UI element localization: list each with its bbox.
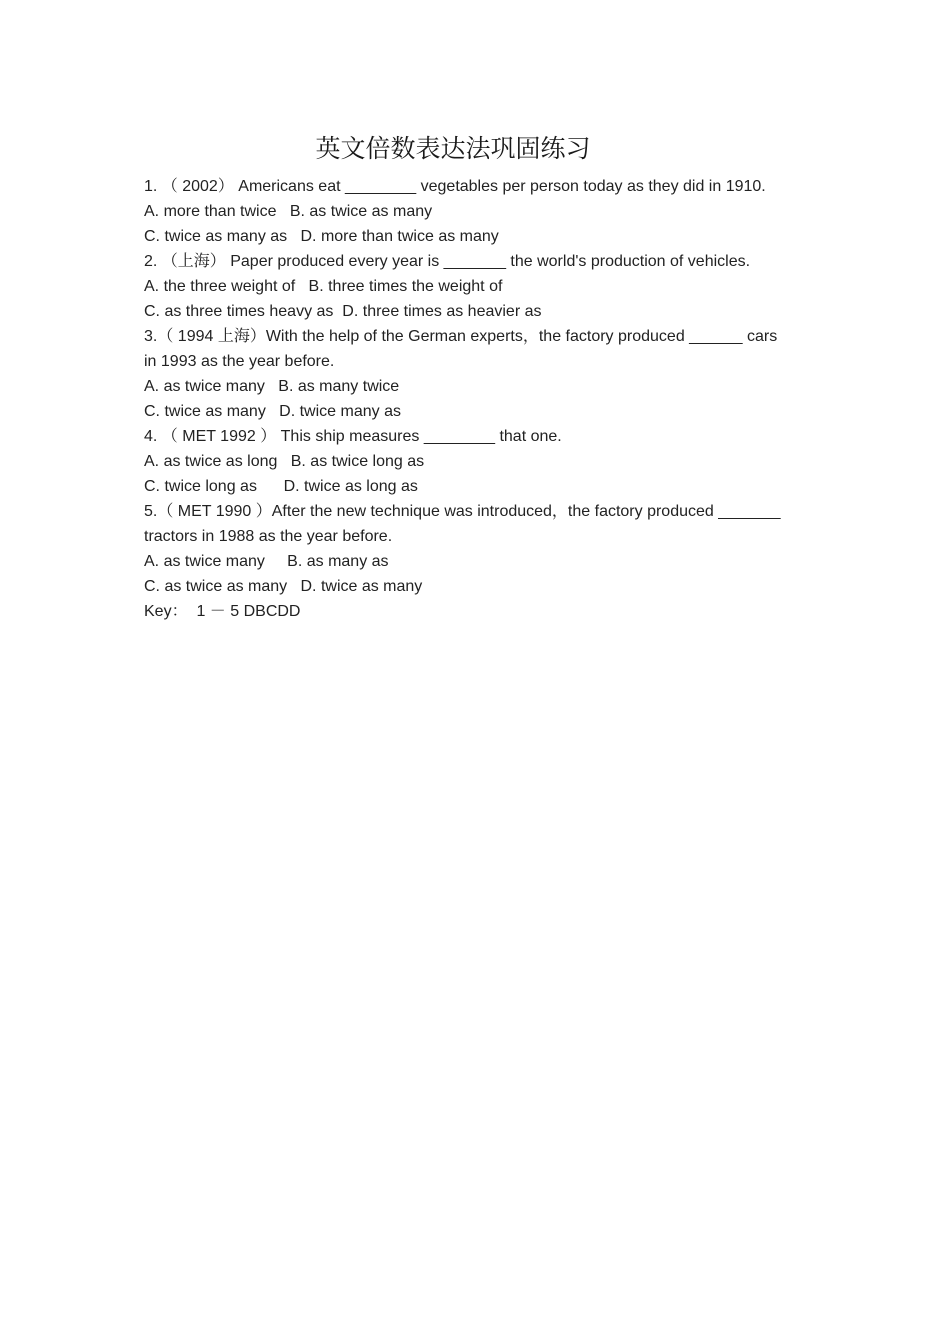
question-3-options-ab: A. as twice many B. as many twice bbox=[144, 378, 400, 395]
question-5-stem: 5.（ MET 1990 ）After the new technique was introduced，the factory produced _______ bbox=[144, 503, 781, 520]
question-1-options-cd: C. twice as many as D. more than twice as many bbox=[144, 228, 499, 245]
question-2-options-ab: A. the three weight of B. three times the weight of bbox=[144, 278, 503, 295]
question-3-options-cd: C. twice as many D. twice many as bbox=[144, 403, 401, 420]
page-title: 英文倍数表达法巩固练习 bbox=[315, 134, 591, 163]
question-5-stem-continued: tractors in 1988 as the year before. bbox=[144, 528, 393, 545]
question-3-stem: 3.（ 1994 上海）With the help of the German experts，the factory produced ______ cars bbox=[144, 328, 778, 345]
question-4-options-ab: A. as twice as long B. as twice long as bbox=[144, 453, 425, 470]
question-2-options-cd: C. as three times heavy as D. three times as heavier as bbox=[144, 303, 542, 320]
answer-key: Key： 1 － 5 DBCDD bbox=[144, 603, 301, 620]
question-1-options-ab: A. more than twice B. as twice as many bbox=[144, 203, 433, 220]
question-2-stem: 2. （上海） Paper produced every year is _______ the world's production of vehicles. bbox=[144, 253, 751, 270]
question-4-stem: 4. （ MET 1992 ） This ship measures ________ that one. bbox=[144, 428, 562, 445]
question-5-options-ab: A. as twice many B. as many as bbox=[144, 553, 389, 570]
question-1-stem: 1. （ 2002） Americans eat ________ vegetables per person today as they did in 1910. bbox=[144, 178, 766, 195]
question-5-options-cd: C. as twice as many D. twice as many bbox=[144, 578, 423, 595]
question-3-stem-continued: in 1993 as the year before. bbox=[144, 353, 335, 370]
exercise-body bbox=[144, 174, 812, 624]
question-4-options-cd: C. twice long as D. twice as long as bbox=[144, 478, 418, 495]
